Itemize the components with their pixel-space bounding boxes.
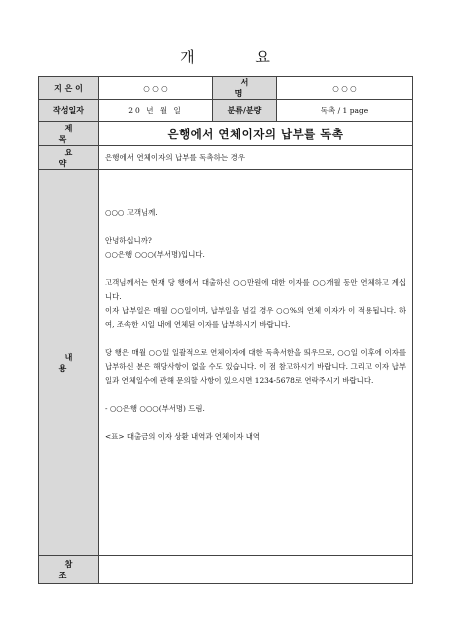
reference-value [99,556,413,584]
paragraph-1: 고객님께서는 현재 당 행에서 대출하신 ○○만원에 대한 이자를 ○○개월 동안 연체하고 계십니다. [105,278,406,301]
page-title: 개 요 [180,48,298,66]
subject-row [39,122,413,146]
intro-text: ○○은행 ○○○(부서명)입니다. [105,250,205,259]
content-row [39,170,413,556]
summary-table [38,76,413,584]
reference-row [39,556,413,584]
date-row [39,100,413,122]
author-label: 지 은 이 [39,77,99,100]
signature-value: ○ ○ ○ [277,77,413,100]
date-value: 20 년 월 일 [99,100,213,122]
subject-label: 제 목 [39,122,99,146]
summary-value: 은행에서 연체이자의 납부를 독촉하는 경우 [99,146,413,170]
greeting-text: ○○○ 고객님께. [105,208,158,217]
category-label: 분류/분량 [213,100,277,122]
content-label: 내 용 [39,170,99,556]
summary-label: 요 약 [39,146,99,170]
paragraph-2: 이자 납부일은 매월 ○○일이며, 납부일을 넘길 경우 ○○%의 연체 이자가 이 적용됩니다. 하여, 조속한 시일 내에 연체된 이자를 납부하시기 바랍니다. [105,306,406,329]
attachment-text: <표> 대출금의 이자 상환 내역과 연체이자 내역 [105,432,260,441]
signature-label: 서 명 [213,77,277,100]
hello-text: 안녕하십니까? [105,236,152,245]
category-value: 독촉 / 1 page [277,100,413,122]
author-row [39,77,413,100]
subject-value: 은행에서 연체이자의 납부를 독촉 [99,122,413,146]
reference-label: 참 조 [39,556,99,584]
sign-off-text: - ○○은행 ○○○(부서명) 드림. [105,404,205,413]
date-label: 작성일자 [39,100,99,122]
paragraph-3: 당 행은 매월 ○○일 일괄적으로 연체이자에 대한 독촉서한을 띄우므로, ○○일 이후에 이자를 납부하신 분은 해당사항이 없을 수도 있습니다. 이 점 참고하시기 바랍니다. 그리고 이자 납부일과 연체일수에 관해 문의할 사항이 있으시면 1234-5678로 연락주시기 바랍니다. [105,348,406,385]
author-value: ○ ○ ○ [99,77,213,100]
summary-row [39,146,413,170]
content-body [99,170,413,556]
